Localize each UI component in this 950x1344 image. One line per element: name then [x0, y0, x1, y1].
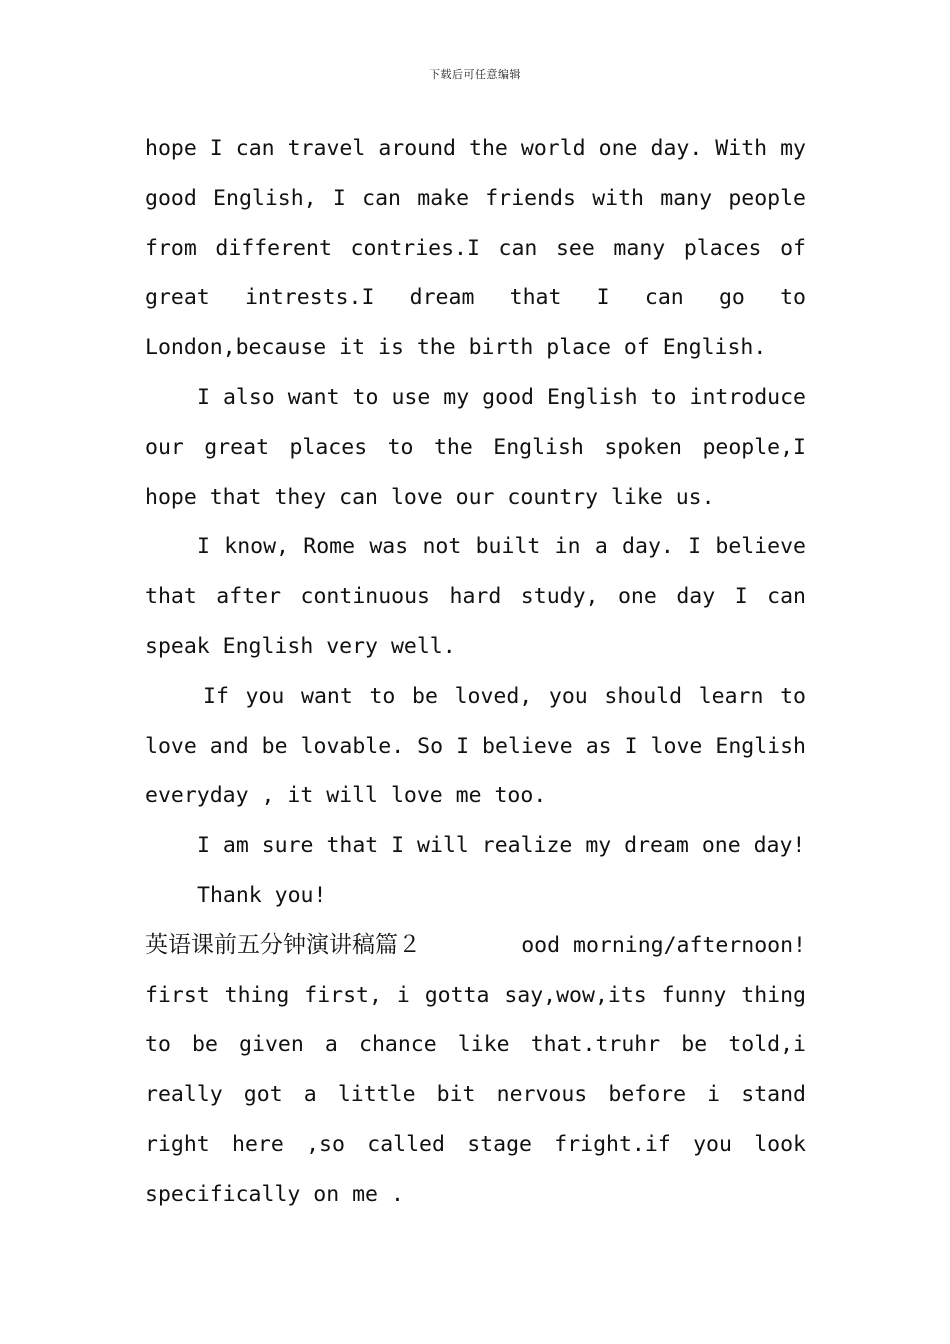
paragraph-first-line: I also want to use my good English to introduce	[197, 384, 806, 410]
paragraph-first-line: If you want to be loved, you should learn to	[203, 683, 806, 709]
text-line: London,because it is the birth place of English.	[145, 335, 767, 361]
text-line: our great places to the English spoken people,I	[145, 434, 806, 460]
document-body	[145, 124, 806, 1220]
text-line: great intrests.I dream that I can go to	[145, 285, 806, 311]
paragraph-first-line: I am sure that I will realize my dream one day!	[197, 833, 806, 859]
text-line: love and be lovable. So I believe as I love English	[145, 733, 806, 759]
text-line: to be given a chance like that.truhr be told,i	[145, 1032, 806, 1058]
text-line: right here ,so called stage fright.if you look	[145, 1131, 806, 1157]
text-line: really got a little bit nervous before i stand	[145, 1082, 806, 1108]
text-line: good English, I can make friends with many people	[145, 185, 806, 211]
section-opening: ood morning/afternoon!	[521, 932, 806, 958]
text-line: first thing first, i gotta say,wow,its funny thing	[145, 982, 806, 1008]
paragraph-first-line: I know, Rome was not built in a day. I believe	[197, 534, 806, 560]
text-line: hope that they can love our country like us.	[145, 484, 715, 510]
text-line: everyday , it will love me too.	[145, 783, 547, 809]
text-line: from different contries.I can see many places of	[145, 235, 806, 261]
page-header: 下载后可任意编辑	[429, 68, 521, 81]
text-line: specifically on me .	[145, 1181, 404, 1207]
section-title: 英语课前五分钟演讲稿篇２	[145, 931, 421, 958]
text-line: speak English very well.	[145, 633, 456, 659]
section-heading-line	[145, 921, 806, 971]
paragraph-first-line: Thank you!	[197, 882, 327, 908]
text-line: hope I can travel around the world one day. With my	[145, 136, 806, 161]
text-line: that after continuous hard study, one day I can	[145, 584, 806, 610]
